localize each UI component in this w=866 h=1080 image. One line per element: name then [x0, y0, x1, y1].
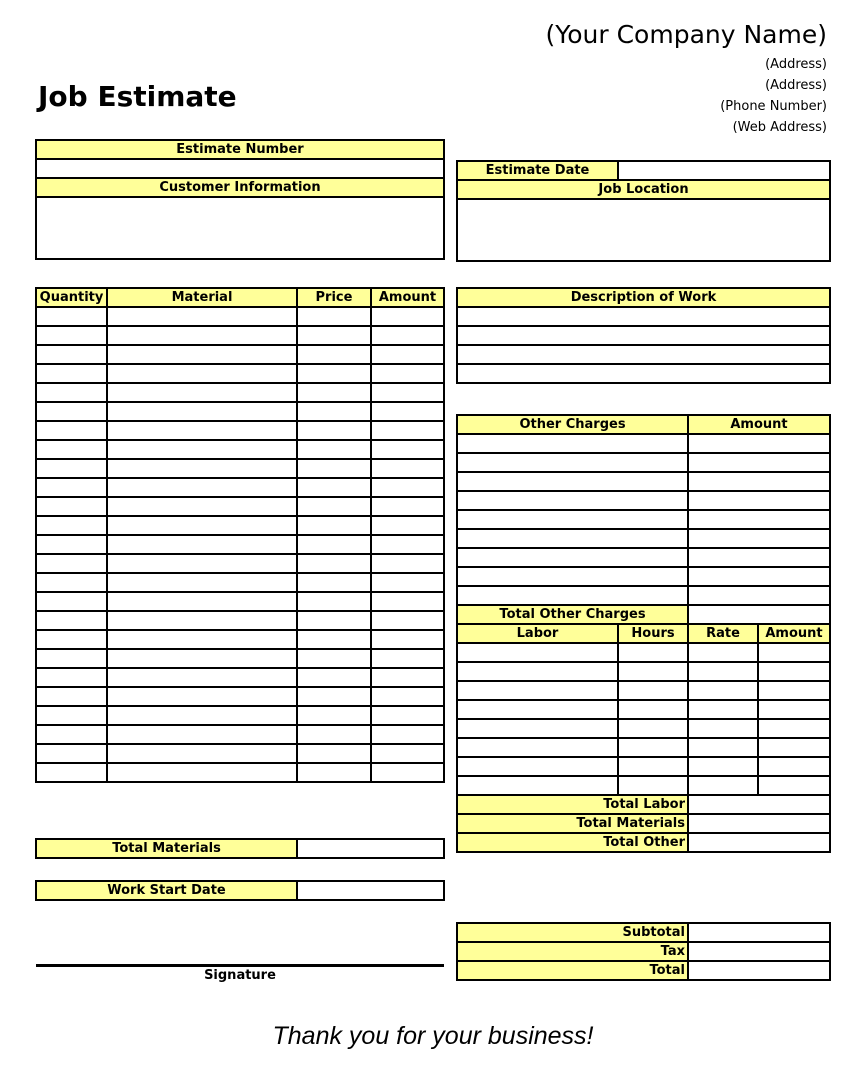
price-cell[interactable] [297, 611, 371, 630]
job-location-field[interactable] [457, 199, 830, 261]
materials-row [36, 497, 444, 516]
price-cell[interactable] [297, 364, 371, 383]
other-charge-cell[interactable] [457, 529, 688, 548]
materials-row [36, 459, 444, 478]
other-charge-cell[interactable] [457, 491, 688, 510]
labor-amount-cell[interactable] [758, 719, 830, 738]
amount-cell[interactable] [371, 725, 444, 744]
material-cell[interactable] [107, 516, 297, 535]
materials-header-price: Price [297, 288, 371, 307]
materials-row [36, 763, 444, 782]
materials-row [36, 440, 444, 459]
amount-cell[interactable] [371, 383, 444, 402]
company-address-1: (Address) [765, 57, 827, 72]
labor-amount-cell[interactable] [758, 757, 830, 776]
amount-cell[interactable] [371, 497, 444, 516]
material-cell[interactable] [107, 421, 297, 440]
other-charge-amount-cell[interactable] [688, 453, 830, 472]
quantity-cell[interactable] [36, 478, 107, 497]
quantity-cell[interactable] [36, 630, 107, 649]
estimate-date-label: Estimate Date [457, 161, 618, 180]
amount-cell[interactable] [371, 345, 444, 364]
work-start-date-label: Work Start Date [36, 881, 297, 900]
rate-cell[interactable] [688, 700, 758, 719]
materials-header-amount: Amount [371, 288, 444, 307]
other-charges-row [457, 434, 830, 453]
material-cell[interactable] [107, 573, 297, 592]
price-cell[interactable] [297, 573, 371, 592]
amount-cell[interactable] [371, 668, 444, 687]
other-charges-amount-header: Amount [688, 415, 830, 434]
rate-cell[interactable] [688, 776, 758, 795]
materials-row [36, 535, 444, 554]
other-charge-cell[interactable] [457, 567, 688, 586]
material-cell[interactable] [107, 687, 297, 706]
amount-cell[interactable] [371, 744, 444, 763]
rate-cell[interactable] [688, 643, 758, 662]
estimate-date-block [456, 160, 831, 262]
material-cell[interactable] [107, 383, 297, 402]
other-charge-amount-cell[interactable] [688, 491, 830, 510]
materials-row [36, 687, 444, 706]
total-field[interactable] [688, 961, 830, 980]
materials-row [36, 421, 444, 440]
material-cell[interactable] [107, 535, 297, 554]
hours-cell[interactable] [618, 738, 688, 757]
labor-row [457, 643, 830, 662]
material-cell[interactable] [107, 459, 297, 478]
description-row[interactable] [457, 326, 830, 345]
other-charge-amount-cell[interactable] [688, 529, 830, 548]
labor-cell[interactable] [457, 700, 618, 719]
labor-header-amount: Amount [758, 624, 830, 643]
price-cell[interactable] [297, 421, 371, 440]
materials-row [36, 668, 444, 687]
amount-cell[interactable] [371, 592, 444, 611]
quantity-cell[interactable] [36, 516, 107, 535]
description-row[interactable] [457, 364, 830, 383]
amount-cell[interactable] [371, 706, 444, 725]
rate-cell[interactable] [688, 738, 758, 757]
rate-cell[interactable] [688, 757, 758, 776]
materials-row [36, 364, 444, 383]
labor-header-hours: Hours [618, 624, 688, 643]
quantity-cell[interactable] [36, 535, 107, 554]
total-labor-field[interactable] [688, 795, 830, 814]
rate-cell[interactable] [688, 662, 758, 681]
price-cell[interactable] [297, 516, 371, 535]
other-charge-cell[interactable] [457, 548, 688, 567]
materials-row [36, 554, 444, 573]
total-other-charges-label: Total Other Charges [457, 605, 688, 624]
quantity-cell[interactable] [36, 345, 107, 364]
material-cell[interactable] [107, 497, 297, 516]
amount-cell[interactable] [371, 307, 444, 326]
company-phone: (Phone Number) [720, 99, 827, 114]
total-materials-label: Total Materials [36, 839, 297, 858]
subtotal-label: Subtotal [457, 923, 688, 942]
quantity-cell[interactable] [36, 706, 107, 725]
quantity-cell[interactable] [36, 611, 107, 630]
price-cell[interactable] [297, 592, 371, 611]
material-cell[interactable] [107, 725, 297, 744]
material-cell[interactable] [107, 307, 297, 326]
labor-cell[interactable] [457, 719, 618, 738]
labor-amount-cell[interactable] [758, 738, 830, 757]
material-cell[interactable] [107, 554, 297, 573]
labor-amount-cell[interactable] [758, 681, 830, 700]
price-cell[interactable] [297, 630, 371, 649]
estimate-number-block [35, 139, 445, 260]
labor-row [457, 757, 830, 776]
materials-row [36, 592, 444, 611]
other-charge-cell[interactable] [457, 586, 688, 605]
quantity-cell[interactable] [36, 592, 107, 611]
labor-amount-cell[interactable] [758, 643, 830, 662]
total-materials-block [35, 838, 445, 859]
amount-cell[interactable] [371, 440, 444, 459]
signature-line[interactable] [36, 964, 444, 967]
other-charges-row [457, 510, 830, 529]
material-cell[interactable] [107, 744, 297, 763]
labor-row [457, 700, 830, 719]
description-row[interactable] [457, 307, 830, 326]
quantity-cell[interactable] [36, 421, 107, 440]
quantity-cell[interactable] [36, 440, 107, 459]
material-cell[interactable] [107, 592, 297, 611]
tax-field[interactable] [688, 942, 830, 961]
amount-cell[interactable] [371, 459, 444, 478]
materials-table [35, 287, 445, 783]
total-materials-field[interactable] [297, 839, 444, 858]
other-charge-amount-cell[interactable] [688, 434, 830, 453]
quantity-cell[interactable] [36, 364, 107, 383]
materials-row [36, 307, 444, 326]
description-table [456, 287, 831, 384]
other-charge-amount-cell[interactable] [688, 472, 830, 491]
amount-cell[interactable] [371, 516, 444, 535]
amount-cell[interactable] [371, 630, 444, 649]
labor-header-labor: Labor [457, 624, 618, 643]
thank-you-message: Thank you for your business! [272, 1022, 594, 1050]
estimate-number-field[interactable] [36, 159, 444, 178]
quantity-cell[interactable] [36, 744, 107, 763]
labor-header-rate: Rate [688, 624, 758, 643]
company-web: (Web Address) [732, 120, 827, 135]
work-start-date-field[interactable] [297, 881, 444, 900]
job-location-label: Job Location [457, 180, 830, 199]
labor-cell[interactable] [457, 757, 618, 776]
other-charges-row [457, 529, 830, 548]
tax-label: Tax [457, 942, 688, 961]
work-start-date-block [35, 880, 445, 901]
material-cell[interactable] [107, 402, 297, 421]
material-cell[interactable] [107, 706, 297, 725]
labor-row [457, 662, 830, 681]
materials-row [36, 326, 444, 345]
materials-row [36, 649, 444, 668]
price-cell[interactable] [297, 668, 371, 687]
hours-cell[interactable] [618, 757, 688, 776]
material-cell[interactable] [107, 649, 297, 668]
amount-cell[interactable] [371, 763, 444, 782]
materials-row [36, 478, 444, 497]
amount-cell[interactable] [371, 326, 444, 345]
amount-cell[interactable] [371, 478, 444, 497]
other-charges-row [457, 453, 830, 472]
price-cell[interactable] [297, 326, 371, 345]
materials-row [36, 402, 444, 421]
summary-total-materials-label: Total Materials [457, 814, 688, 833]
other-charges-row [457, 472, 830, 491]
labor-cell[interactable] [457, 681, 618, 700]
material-cell[interactable] [107, 630, 297, 649]
other-charge-cell[interactable] [457, 434, 688, 453]
price-cell[interactable] [297, 383, 371, 402]
price-cell[interactable] [297, 459, 371, 478]
quantity-cell[interactable] [36, 497, 107, 516]
materials-header-quantity: Quantity [36, 288, 107, 307]
quantity-cell[interactable] [36, 725, 107, 744]
price-cell[interactable] [297, 744, 371, 763]
total-other-charges-field[interactable] [688, 605, 830, 624]
rate-cell[interactable] [688, 681, 758, 700]
total-label: Total [457, 961, 688, 980]
price-cell[interactable] [297, 725, 371, 744]
materials-row [36, 744, 444, 763]
material-cell[interactable] [107, 440, 297, 459]
total-other-field[interactable] [688, 833, 830, 852]
hours-cell[interactable] [618, 700, 688, 719]
quantity-cell[interactable] [36, 763, 107, 782]
page-title: Job Estimate [38, 80, 237, 113]
signature-label: Signature [204, 968, 276, 983]
quantity-cell[interactable] [36, 307, 107, 326]
quantity-cell[interactable] [36, 649, 107, 668]
materials-row [36, 706, 444, 725]
other-charge-amount-cell[interactable] [688, 586, 830, 605]
other-charge-cell[interactable] [457, 472, 688, 491]
labor-row [457, 681, 830, 700]
quantity-cell[interactable] [36, 573, 107, 592]
price-cell[interactable] [297, 402, 371, 421]
other-charges-row [457, 567, 830, 586]
labor-cell[interactable] [457, 776, 618, 795]
price-cell[interactable] [297, 535, 371, 554]
hours-cell[interactable] [618, 681, 688, 700]
materials-row [36, 383, 444, 402]
labor-row [457, 738, 830, 757]
labor-row [457, 719, 830, 738]
amount-cell[interactable] [371, 687, 444, 706]
material-cell[interactable] [107, 364, 297, 383]
price-cell[interactable] [297, 345, 371, 364]
amount-cell[interactable] [371, 649, 444, 668]
quantity-cell[interactable] [36, 459, 107, 478]
quantity-cell[interactable] [36, 402, 107, 421]
customer-info-label: Customer Information [36, 178, 444, 197]
price-cell[interactable] [297, 706, 371, 725]
labor-cell[interactable] [457, 662, 618, 681]
estimate-date-field[interactable] [618, 161, 830, 180]
materials-row [36, 573, 444, 592]
other-charges-row [457, 491, 830, 510]
labor-amount-cell[interactable] [758, 662, 830, 681]
other-charges-labor-table [456, 414, 831, 853]
other-charges-row [457, 548, 830, 567]
price-cell[interactable] [297, 440, 371, 459]
description-label: Description of Work [457, 288, 830, 307]
totals-table [456, 922, 831, 981]
price-cell[interactable] [297, 763, 371, 782]
summary-total-materials-field[interactable] [688, 814, 830, 833]
price-cell[interactable] [297, 649, 371, 668]
other-charge-cell[interactable] [457, 453, 688, 472]
material-cell[interactable] [107, 478, 297, 497]
labor-amount-cell[interactable] [758, 700, 830, 719]
quantity-cell[interactable] [36, 383, 107, 402]
labor-cell[interactable] [457, 738, 618, 757]
materials-row [36, 345, 444, 364]
company-address-2: (Address) [765, 78, 827, 93]
amount-cell[interactable] [371, 573, 444, 592]
materials-row [36, 611, 444, 630]
other-charge-amount-cell[interactable] [688, 567, 830, 586]
labor-cell[interactable] [457, 643, 618, 662]
other-charge-amount-cell[interactable] [688, 548, 830, 567]
material-cell[interactable] [107, 668, 297, 687]
materials-row [36, 516, 444, 535]
hours-cell[interactable] [618, 719, 688, 738]
customer-info-field[interactable] [36, 197, 444, 259]
other-charges-header: Other Charges [457, 415, 688, 434]
amount-cell[interactable] [371, 554, 444, 573]
rate-cell[interactable] [688, 719, 758, 738]
price-cell[interactable] [297, 687, 371, 706]
materials-row [36, 630, 444, 649]
total-other-label: Total Other [457, 833, 688, 852]
price-cell[interactable] [297, 554, 371, 573]
price-cell[interactable] [297, 307, 371, 326]
amount-cell[interactable] [371, 421, 444, 440]
labor-row [457, 776, 830, 795]
quantity-cell[interactable] [36, 554, 107, 573]
materials-header-material: Material [107, 288, 297, 307]
hours-cell[interactable] [618, 662, 688, 681]
subtotal-field[interactable] [688, 923, 830, 942]
quantity-cell[interactable] [36, 687, 107, 706]
price-cell[interactable] [297, 497, 371, 516]
quantity-cell[interactable] [36, 668, 107, 687]
material-cell[interactable] [107, 611, 297, 630]
material-cell[interactable] [107, 763, 297, 782]
material-cell[interactable] [107, 345, 297, 364]
hours-cell[interactable] [618, 776, 688, 795]
amount-cell[interactable] [371, 364, 444, 383]
amount-cell[interactable] [371, 611, 444, 630]
labor-amount-cell[interactable] [758, 776, 830, 795]
amount-cell[interactable] [371, 402, 444, 421]
material-cell[interactable] [107, 326, 297, 345]
other-charges-row [457, 586, 830, 605]
quantity-cell[interactable] [36, 326, 107, 345]
estimate-number-label: Estimate Number [36, 140, 444, 159]
total-labor-label: Total Labor [457, 795, 688, 814]
amount-cell[interactable] [371, 535, 444, 554]
materials-row [36, 725, 444, 744]
other-charge-cell[interactable] [457, 510, 688, 529]
company-name: (Your Company Name) [545, 20, 827, 49]
other-charge-amount-cell[interactable] [688, 510, 830, 529]
price-cell[interactable] [297, 478, 371, 497]
description-row[interactable] [457, 345, 830, 364]
hours-cell[interactable] [618, 643, 688, 662]
